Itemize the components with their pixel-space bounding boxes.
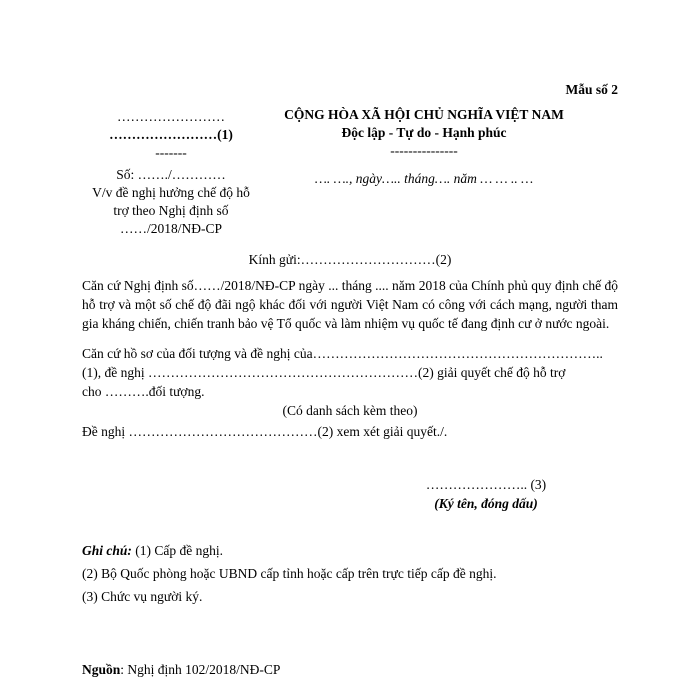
signature-block — [400, 475, 572, 513]
left-header — [82, 108, 260, 238]
attached-list-note: (Có danh sách kèm theo) — [282, 403, 418, 418]
recipient-line: Kính gửi:…………………………(2) — [248, 252, 452, 267]
request-line: Đề nghị ……………………………………(2) xem xét giải quyết./. — [82, 424, 448, 439]
proposal-line-1: Căn cứ hồ sơ của đối tượng và đề nghị của……………………………………………………….. — [82, 346, 603, 361]
subject-line-1: V/v đề nghị hưởng chế độ hỗ — [92, 185, 250, 200]
signer-title: ………………….. (3) — [425, 477, 547, 492]
right-header — [270, 106, 578, 188]
form-number: Mẫu số 2 — [565, 82, 618, 97]
nation-title: CỘNG HÒA XÃ HỘI CHỦ NGHĨA VIỆT NAM — [284, 107, 564, 122]
source-text: : Nghị định 102/2018/NĐ-CP — [120, 662, 281, 677]
agency-dots: …………………… — [117, 109, 225, 124]
legal-basis-paragraph: Căn cứ Nghị định số……/2018/NĐ-CP ngày ... tháng .... năm 2018 của Chính phủ quy định chế độ hỗ trợ và một số chế độ đãi ngộ khác đối với người Việt Nam có công với cách mạng, người tham gia kháng chiến, chiến tranh bảo vệ Tổ quốc và làm nhiệm vụ quốc tế đang định cư ở nước ngoài. — [82, 278, 618, 331]
subject-line-3: ……/2018/NĐ-CP — [119, 221, 222, 236]
date-line: …. …., ngày….. tháng…. năm … … .. … — [314, 171, 534, 186]
right-divider: --------------- — [390, 143, 458, 158]
note-2: (2) Bộ Quốc phòng hoặc UBND cấp tỉnh hoặc cấp trên trực tiếp cấp đề nghị. — [82, 566, 497, 581]
proposal-line-2: (1), đề nghị ……………………………………………………(2) giải quyết chế độ hỗ trợ — [82, 365, 566, 380]
document-number: Số: ……./………… — [116, 167, 226, 182]
note-3: (3) Chức vụ người ký. — [82, 589, 203, 604]
signature-note: (Ký tên, đóng dấu) — [434, 496, 538, 511]
source-label: Nguồn — [82, 662, 121, 677]
national-motto: Độc lập - Tự do - Hạnh phúc — [341, 125, 507, 140]
note-label: Ghi chú: — [82, 543, 132, 558]
note-1-text: (1) Cấp đề nghị. — [131, 543, 223, 558]
note-1 — [82, 543, 223, 559]
source-line — [82, 662, 280, 678]
left-divider: ------- — [155, 145, 187, 160]
proposal-line-3: cho ……….đối tượng. — [82, 384, 205, 399]
agency-name: ……………………(1) — [109, 127, 233, 142]
subject-line-2: trợ theo Nghị định số — [113, 203, 229, 218]
